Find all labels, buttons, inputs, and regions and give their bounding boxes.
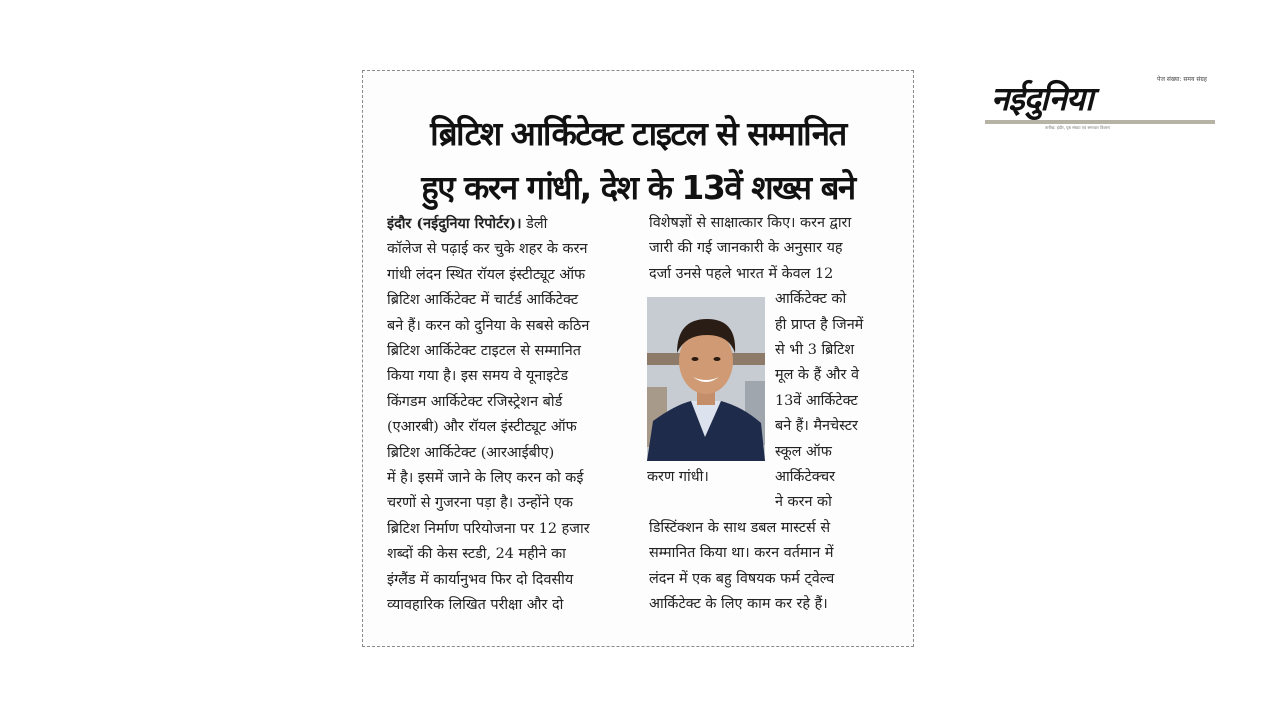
article-line: डेली xyxy=(526,216,548,232)
article-line: किंगडम आर्किटेक्ट रजिस्ट्रेशन बोर्ड xyxy=(387,393,563,410)
masthead-small-text: पेज संख्या: समय संग्रह xyxy=(1157,76,1207,83)
article-line: आर्किटेक्ट के लिए काम कर रहे हैं। xyxy=(649,596,828,613)
article-line: से भी 3 ब्रिटिश xyxy=(775,342,855,359)
article-line: स्कूल ऑफ xyxy=(775,443,832,460)
headline-line-1: ब्रिटिश आर्किटेक्ट टाइटल से सम्मानित xyxy=(430,114,846,153)
article-line: ही प्राप्त है जिनमें xyxy=(775,316,864,333)
article-line: में है। इसमें जाने के लिए करन को कई xyxy=(387,470,584,487)
newspaper-clipping xyxy=(362,70,914,647)
article-line: ब्रिटिश आर्किटेक्ट (आरआईबीए) xyxy=(387,444,555,461)
headline-line-2: हुए करन गांधी, देश के 13वें शख्स बने xyxy=(421,168,855,207)
article-line: लंदन में एक बहु विषयक फर्म ट्वेल्व xyxy=(649,570,835,587)
article-line: ब्रिटिश आर्किटेक्ट में चार्टर्ड आर्किटेक्ट xyxy=(387,292,579,309)
article-line: बने हैं। मैनचेस्टर xyxy=(775,418,858,435)
masthead-rule xyxy=(985,120,1215,124)
article-line: किया गया है। इस समय वे यूनाइटेड xyxy=(387,368,569,385)
article-line: कॉलेज से पढ़ाई कर चुके शहर के करन xyxy=(387,241,588,258)
article-line: डिस्टिंक्शन के साथ डबल मास्टर्स से xyxy=(649,519,831,536)
article-line: शब्दों की केस स्टडी, 24 महीने का xyxy=(387,546,566,563)
article-line: जारी की गई जानकारी के अनुसार यह xyxy=(649,240,843,257)
masthead-subtext: तारीख: इंदौर, पृष्ठ संख्या एवं समाचार विवरण xyxy=(1045,125,1111,130)
article-line: मूल के हैं और वे xyxy=(775,367,859,384)
article-line: विशेषज्ञों से साक्षात्कार किए। करन द्वारा xyxy=(649,215,852,231)
article-line: चरणों से गुजरना पड़ा है। उन्होंने एक xyxy=(387,495,573,512)
article-line: इंग्लैंड में कार्यानुभव फिर दो दिवसीय xyxy=(387,571,574,588)
byline: इंदौर (नईदुनिया रिपोर्टर)। xyxy=(387,215,522,232)
article-line: सम्मानित किया था। करन वर्तमान में xyxy=(649,545,834,562)
portrait-photo xyxy=(647,297,765,461)
article-line: ने करन को xyxy=(775,494,832,511)
article-line: आर्किटेक्चर xyxy=(775,469,836,486)
article-line: गांधी लंदन स्थित रॉयल इंस्टीट्यूट ऑफ xyxy=(387,266,586,283)
article-headline xyxy=(363,107,913,215)
article-column-left xyxy=(387,211,623,619)
masthead-name: नईदुनिया xyxy=(991,79,1093,118)
portrait-image xyxy=(647,297,765,461)
newspaper-logo xyxy=(985,75,1215,130)
article-line: 13वें आर्किटेक्ट xyxy=(775,392,858,409)
article-first-line xyxy=(387,211,623,237)
article-line: आर्किटेक्ट को xyxy=(775,291,847,308)
article-line: (एआरबी) और रॉयल इंस्टीट्यूट ऑफ xyxy=(387,419,577,436)
article-line: बने हैं। करन को दुनिया के सबसे कठिन xyxy=(387,317,590,334)
article-line: ब्रिटिश आर्किटेक्ट टाइटल से सम्मानित xyxy=(387,343,581,360)
article-line: ब्रिटिश निर्माण परियोजना पर 12 हजार xyxy=(387,520,590,537)
article-line: दर्जा उनसे पहले भारत में केवल 12 xyxy=(649,265,834,282)
article-line: व्यावहारिक लिखित परीक्षा और दो xyxy=(387,597,564,614)
photo-caption: करण गांधी। xyxy=(647,469,709,485)
